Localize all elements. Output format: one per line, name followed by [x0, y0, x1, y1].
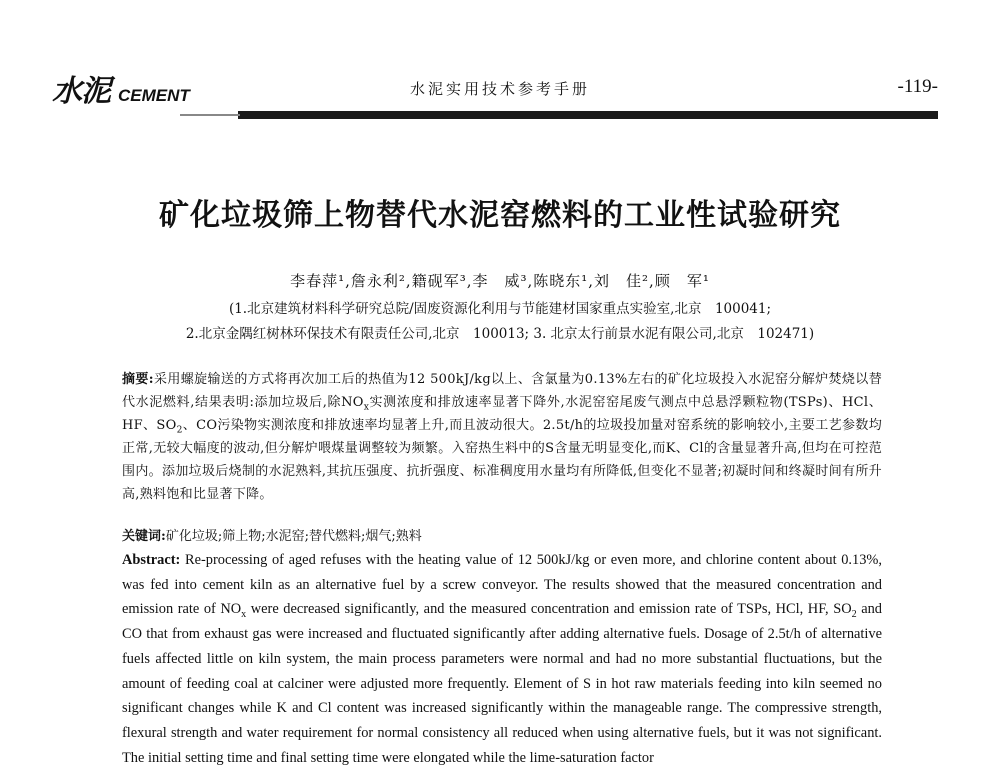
- abstract-cn: [122, 368, 882, 506]
- logo-cn: 水泥: [52, 74, 110, 109]
- header-rule-thin: [180, 114, 240, 116]
- keywords: [122, 525, 882, 544]
- abstract-en-text-1: Re-processing of aged refuses with the heating value of 12 500kJ/kg or even more, and chlorine content about 0.13%, was fed into cement kiln as an alternative fuel by a screw conveyor. The results showed that the measured concentration and emission rate of NO: [122, 552, 882, 618]
- journal-logo: [52, 66, 190, 110]
- keywords-text: 矿化垃圾;筛上物;水泥窑;替代燃料;烟气;熟料: [165, 529, 422, 544]
- subscript-x: x: [363, 402, 370, 413]
- article-title: 矿化垃圾筛上物替代水泥窑燃料的工业性试验研究: [159, 198, 841, 233]
- page-number: -119-: [897, 76, 938, 97]
- abstract-en-text-2: were decreased significantly, and the measured concentration and emission rate of TSPs, HCl, HF, SO: [246, 601, 852, 618]
- header-rule: [238, 111, 938, 119]
- abstract-cn-text-2: 实测浓度和排放速率显著下降外,水泥窑窑尾废气测点中总悬浮颗粒物(TSPs)、HCl、HF、SO: [122, 395, 882, 433]
- author-list: 李春萍¹,詹永利²,籍砚军³,李 威³,陈晓东¹,刘 佳²,顾 军¹: [290, 272, 710, 290]
- subscript-x-en: x: [241, 609, 247, 621]
- abstract-cn-text-3: 、CO污染物实测浓度和排放速率均显著上升,而且波动很大。2.5t/h的垃圾投加量对窑系统的影响较小,主要工艺参数均正常,无较大幅度的波动,但分解炉喂煤量调整较为频繁。入窑热生料中的S含量无明显变化,而K、Cl的含量显著升高,但均在可控范围内。添加垃圾后烧制的水泥熟料,其抗压强度、抗折强度、标准稠度用水量均有所降低,但变化不显著;初凝时间和终凝时间有所升高,熟料饱和比显著下降。: [122, 418, 883, 502]
- abstract-en-text-3: and CO that from exhaust gas were increased and fluctuated significantly after adding alternative fuels. Dosage of 2.5t/h of alternative fuels affected little on kiln system, the main process parameters were normal and had no more substantial fluctuations, but the amount of feeding coal at calciner were adjusted more frequently. Element of S in hot raw materials feeding into kiln seemed no significant changes while K and Cl content was increased significantly within the manageable range. The compressive strength, flexural strength and water requirement for normal consistency all reduced when using alternative fuels, but it was not significant. The initial setting time and final setting time were elongated while the lime-saturation factor: [122, 601, 882, 766]
- subscript-2-en: 2: [851, 609, 857, 621]
- affiliation-line-2: 2.北京金隅红树林环保技术有限责任公司,北京 100013; 3. 北京太行前景水泥有限公司,北京 102471): [185, 326, 815, 342]
- logo-en: CEMENT: [118, 86, 190, 105]
- keywords-label: 关键词:: [122, 529, 166, 544]
- affiliation-line-1: (1.北京建筑材料科学研究总院/固废资源化利用与节能建材国家重点实验室,北京 100041;: [228, 301, 772, 317]
- running-title: 水泥实用技术参考手册: [409, 80, 590, 98]
- subscript-2: 2: [176, 425, 183, 436]
- abstract-en: [122, 548, 882, 770]
- abstract-cn-text-1: 采用螺旋输送的方式将再次加工后的热值为12 500kJ/kg以上、含氯量为0.13%左右的矿化垃圾投入水泥窑分解炉焚烧以替代水泥燃料,结果表明:添加垃圾后,除NO: [122, 372, 882, 410]
- abstract-en-label: Abstract:: [122, 552, 181, 568]
- abstract-cn-label: 摘要:: [122, 372, 154, 387]
